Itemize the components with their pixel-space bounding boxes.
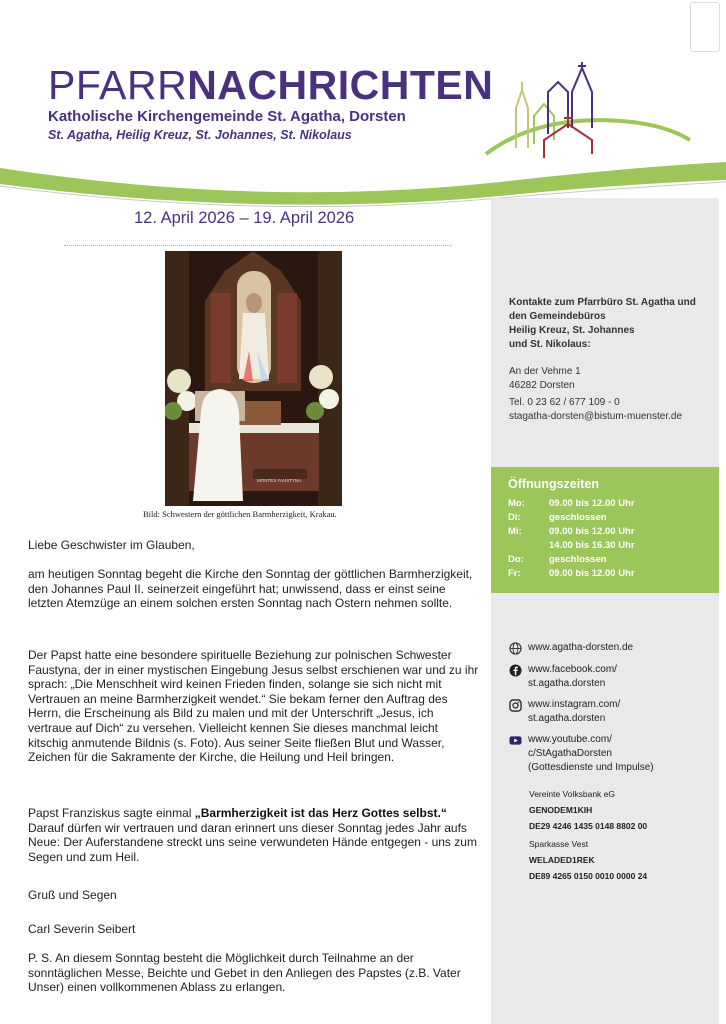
instagram-url-line[interactable]: st.agatha.dorsten <box>528 713 606 724</box>
contacts-heading-line: Kontakte zum Pfarrbüro St. Agatha und <box>509 297 696 308</box>
contacts-heading <box>509 296 714 352</box>
article-closing: Gruß und Segen <box>28 888 117 902</box>
facebook-url-line[interactable]: st.agatha.dorsten <box>528 678 606 689</box>
bank-sparkasse <box>529 838 647 883</box>
photo-caption: Bild: Schwestern der göttlichen Barmherzigkeit, Krakau. <box>143 509 337 519</box>
article-paragraph-2: Der Papst hatte eine besondere spirituelle Beziehung zur polnischen Schwester Faustyna, der in einer mystischen Eingebung Jesus selbst erschienen war und zu ihr sprach: „Die Menschheit wird keinen Frieden finden, solange sie sich nicht mit Vertrauen an meine Barmherzigkeit wendet.“ Sie bekam ferner den Auftrag des Herrn, die Erscheinung als Bild zu malen und mit der Unterschrift „Jesus, ich vertraue auf Dich“ zu versehen. Vielleicht kennen Sie dieses manchmal leicht kitschig anmutende Bildnis (s. Foto). Aus seiner Seite fließen Blut und Wasser, Zeichen für die Sakramente der Kirche, die Heilung und Heil bringen. <box>28 648 479 765</box>
contacts-heading-line: den Gemeindebüros <box>509 311 606 322</box>
youtube-icon <box>509 734 522 747</box>
masthead-subtitle: Katholische Kirchengemeinde St. Agatha, Dorsten <box>48 108 406 125</box>
youtube-description: (Gottesdienste und Impulse) <box>528 762 654 773</box>
facebook-url-line[interactable]: www.facebook.com/ <box>528 664 617 675</box>
masthead-title-part2: NACHRICHTEN <box>187 62 494 108</box>
date-range: 12. April 2026 – 19. April 2026 <box>134 209 355 227</box>
opening-hours-time: geschlossen <box>549 554 607 565</box>
altar-image-icon <box>165 251 342 506</box>
page-corner <box>690 2 720 52</box>
bank-iban: DE89 4265 0150 0010 0000 24 <box>529 871 648 881</box>
article-greeting: Liebe Geschwister im Glauben, <box>28 538 195 552</box>
opening-hours-day: Mi: <box>508 526 522 537</box>
opening-hours-time: 09.00 bis 12.00 Uhr <box>549 498 635 509</box>
contacts-email[interactable]: stagatha-dorsten@bistum-muenster.de <box>509 411 683 422</box>
contacts-heading-line: Heilig Kreuz, St. Johannes <box>509 325 635 336</box>
masthead-title-part1: PFARR <box>48 62 188 108</box>
opening-hours-day: Mo: <box>508 498 525 509</box>
opening-hours-time: 09.00 bis 12.00 Uhr <box>549 526 635 537</box>
opening-hours-box <box>491 467 719 593</box>
contacts-heading-line: und St. Nikolaus: <box>509 339 591 350</box>
opening-hours-time: 14.00 bis 16.30 Uhr <box>549 540 635 551</box>
globe-icon <box>509 642 522 655</box>
bank-bic: GENODEM1KIH <box>529 805 593 815</box>
article-paragraph-3-rest: Darauf dürfen wir vertrauen und daran erinnert uns dieser Sonntag jedes Jahr aufs Neue: Der Auferstandene streckt uns seine verwundeten Hände entgegen - uns zum Segen und zum Heil. <box>28 820 477 864</box>
instagram-icon <box>509 699 522 712</box>
contacts-block <box>509 296 714 424</box>
facebook-icon <box>509 664 522 677</box>
divine-mercy-photo <box>165 251 342 506</box>
instagram-url-line[interactable]: www.instagram.com/ <box>528 699 621 710</box>
article-author: Carl Severin Seibert <box>28 922 136 936</box>
altar-inscription: MONTES FAUSTYNA <box>257 478 302 483</box>
opening-hours-time: 09.00 bis 12.00 Uhr <box>549 568 635 579</box>
masthead-title <box>48 64 493 106</box>
bank-iban: DE29 4246 1435 0148 8802 00 <box>529 821 648 831</box>
article-postscript: P. S. An diesem Sonntag besteht die Möglichkeit durch Teilnahme an der sonntäglichen Messe, Beichte und Gebet in den Anliegen des Papstes (z.B. Vater Unser) einen vollkommenen Ablass zu erlangen. <box>28 951 461 995</box>
masthead-parishes: St. Agatha, Heilig Kreuz, St. Johannes, St. Nikolaus <box>48 128 352 142</box>
bank-bic: WELADED1REK <box>529 855 595 865</box>
contacts-street: An der Vehme 1 <box>509 366 581 377</box>
article-paragraph-1: am heutigen Sonntag begeht die Kirche den Sonntag der göttlichen Barmherzigkeit, den Johannes Paul II. seinerzeit eingeführt hat; unwissend, dass er einst seine letzten Atemzüge an einem solchen ersten Sonntag nach Ostern nehmen sollte. <box>28 567 473 611</box>
dotted-divider <box>64 245 452 246</box>
bank-name: Sparkasse Vest <box>529 839 589 849</box>
bank-volksbank <box>529 788 647 833</box>
bank-name: Vereinte Volksbank eG <box>529 789 616 799</box>
masthead <box>48 64 493 142</box>
article-paragraph-3-prefix: Papst Franziskus sagte einmal <box>28 806 195 820</box>
franziskus-quote: „Barmherzigkeit ist das Herz Gottes selbst.“ <box>194 806 447 820</box>
article-paragraph-3 <box>28 806 480 864</box>
opening-hours-time: geschlossen <box>549 512 607 523</box>
opening-hours-day: Fr: <box>508 568 521 579</box>
youtube-url-line[interactable]: www.youtube.com/ <box>528 734 612 745</box>
contacts-city: 46282 Dorsten <box>509 380 575 391</box>
contacts-phone: Tel. 0 23 62 / 677 109 - 0 <box>509 397 620 408</box>
opening-hours-day: Do: <box>508 554 524 565</box>
youtube-url-line[interactable]: c/StAgathaDorsten <box>528 748 612 759</box>
opening-hours-day: Di: <box>508 512 521 523</box>
website-url[interactable]: www.agatha-dorsten.de <box>528 642 634 653</box>
opening-hours-title: Öffnungszeiten <box>508 477 599 491</box>
